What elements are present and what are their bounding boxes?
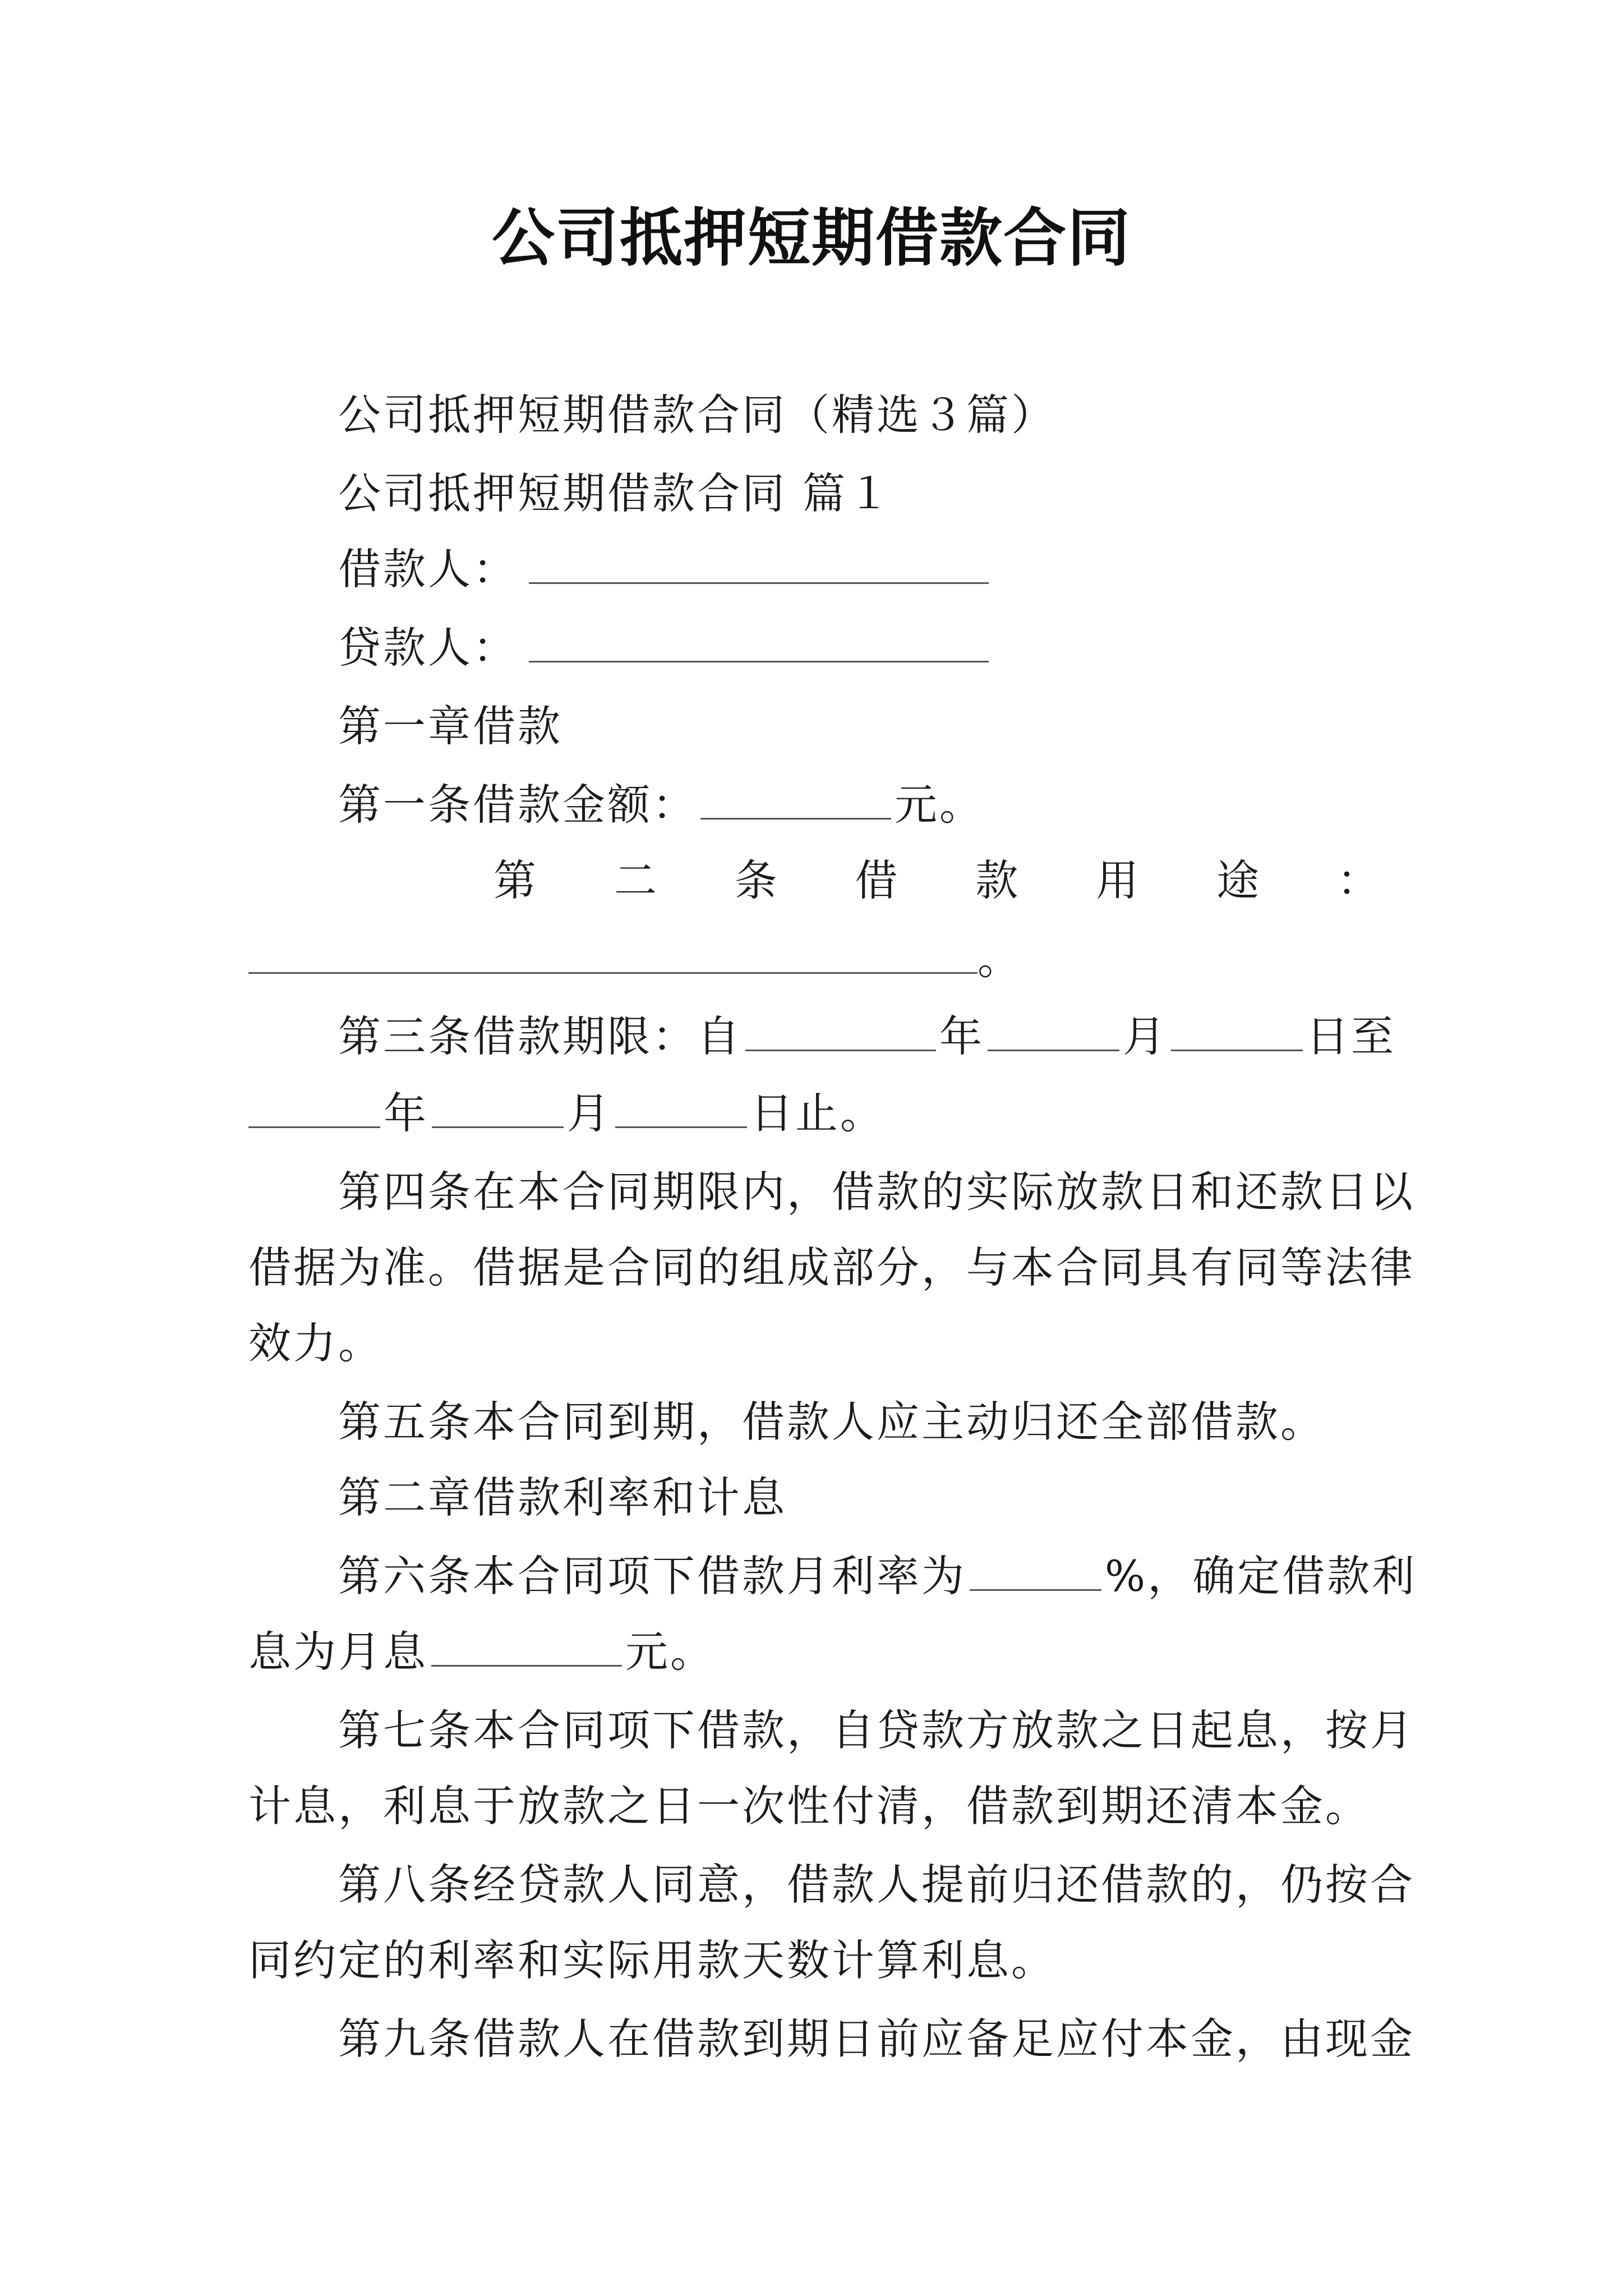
- year-label: 年: [384, 1088, 428, 1138]
- chapter-1-heading: 第一章借款: [338, 701, 562, 751]
- borrower-label: 借款人：: [338, 544, 518, 594]
- article-5: 第五条本合同到期，借款人应主动归还全部借款。: [338, 1397, 1325, 1447]
- article-2-end: 。: [978, 934, 1022, 984]
- article-3: [338, 1009, 1396, 1065]
- article-1: [338, 777, 1381, 833]
- lender-blank[interactable]: [529, 626, 989, 662]
- article-2-char: 第: [494, 855, 536, 905]
- lender-line: [338, 620, 1381, 676]
- article-2-char: 用: [1096, 855, 1139, 905]
- article-7-line-1: 第七条本合同项下借款，自贷款方放款之日起息，按月: [338, 1705, 1415, 1755]
- loan-purpose-blank[interactable]: [248, 937, 978, 974]
- end-day-blank[interactable]: [615, 1092, 747, 1128]
- article-4-line-3: 效力。: [248, 1318, 383, 1368]
- part-heading: 公司抵押短期借款合同 篇１: [338, 468, 893, 518]
- month-label: 月: [567, 1088, 612, 1138]
- end-year-blank[interactable]: [248, 1092, 380, 1128]
- subtitle: 公司抵押短期借款合同（精选３篇）: [338, 390, 1056, 440]
- borrower-blank[interactable]: [529, 547, 989, 584]
- article-3-continued: [248, 1085, 1381, 1142]
- article-2-char: 借: [855, 855, 898, 905]
- lender-label: 贷款人：: [338, 623, 518, 673]
- chapter-2-heading: 第二章借款利率和计息: [338, 1473, 787, 1522]
- start-month-blank[interactable]: [988, 1015, 1119, 1051]
- article-2-continued: [248, 931, 1381, 987]
- year-label: 年: [939, 1011, 984, 1061]
- article-6-line-1: [338, 1548, 1417, 1604]
- end-month-blank[interactable]: [432, 1092, 564, 1128]
- start-year-blank[interactable]: [745, 1015, 936, 1051]
- article-1-text: 第一条借款金额：: [338, 780, 697, 830]
- article-8-line-2: 同约定的利率和实际用款天数计算利息。: [248, 1935, 1056, 1985]
- article-2-char: 二: [614, 855, 657, 905]
- article-7-line-2: 计息，利息于放款之日一次性付清，借款到期还清本金。: [248, 1781, 1370, 1831]
- day-end-label: 日止。: [750, 1088, 885, 1138]
- article-8-line-1: 第八条经贷款人同意，借款人提前归还借款的，仍按合: [338, 1860, 1415, 1910]
- article-4-line-1: 第四条在本合同期限内，借款的实际放款日和还款日以: [338, 1167, 1415, 1217]
- article-2-char: 款: [975, 855, 1018, 905]
- monthly-interest-blank[interactable]: [431, 1630, 622, 1667]
- day-to-label: 日至: [1306, 1011, 1396, 1061]
- monthly-rate-blank[interactable]: [970, 1554, 1101, 1591]
- article-6-text: 第六条本合同项下借款月利率为: [338, 1551, 966, 1601]
- article-9-line-1: 第九条借款人在借款到期日前应备足应付本金，由现金: [338, 2014, 1415, 2064]
- document-title: 公司抵押短期借款合同: [492, 202, 1131, 275]
- article-6-text-2: %，确定借款利: [1105, 1551, 1417, 1601]
- month-label: 月: [1123, 1011, 1168, 1061]
- article-6-text-3: 息为月息: [248, 1627, 428, 1677]
- article-2-char: 条: [734, 855, 777, 905]
- article-2-char: ：: [1336, 855, 1380, 905]
- loan-amount-blank[interactable]: [700, 783, 891, 820]
- article-4-line-2: 借据为准。借据是合同的组成部分，与本合同具有同等法律: [248, 1243, 1415, 1292]
- article-3-text: 第三条借款期限：自: [338, 1011, 742, 1061]
- article-6-line-2: [248, 1624, 1381, 1680]
- article-6-unit: 元。: [625, 1627, 715, 1677]
- article-2-spaced: [494, 853, 1380, 909]
- start-day-blank[interactable]: [1171, 1015, 1303, 1051]
- article-2-char: 途: [1216, 855, 1260, 905]
- borrower-line: [338, 541, 1381, 597]
- article-1-unit: 元。: [895, 780, 984, 830]
